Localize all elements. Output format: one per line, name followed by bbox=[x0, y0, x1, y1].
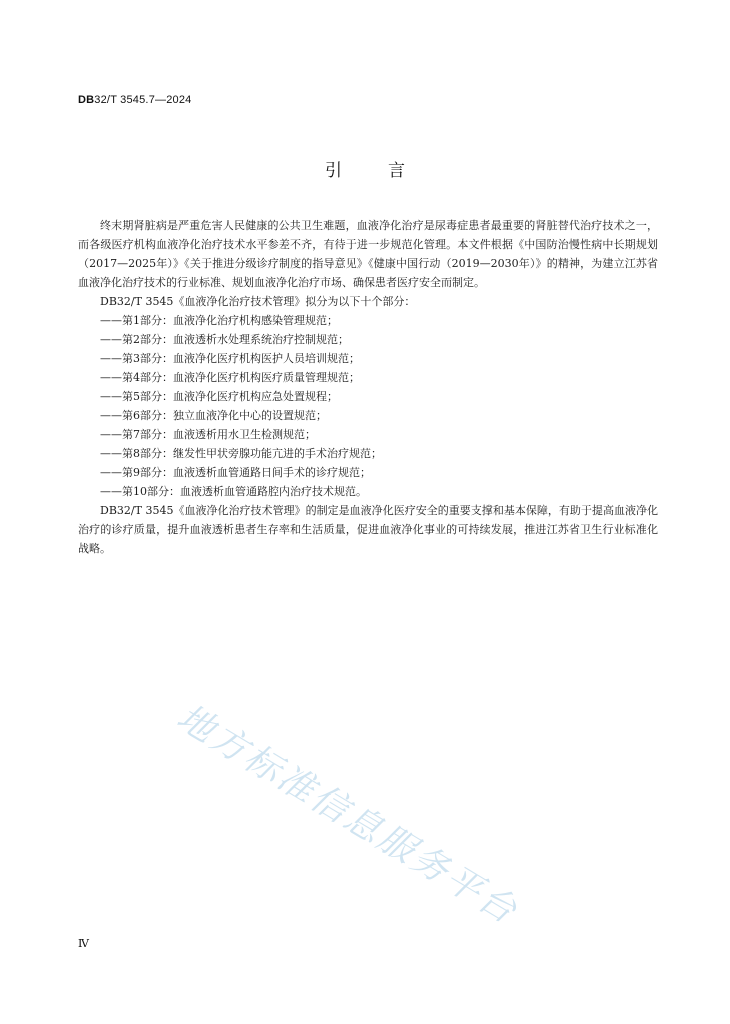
page-title: 引言 bbox=[325, 161, 451, 181]
document-code-number: 32/T 3545.7—2024 bbox=[94, 94, 192, 106]
list-item: ——第7部分：血液透析用水卫生检测规范； bbox=[100, 428, 316, 441]
page-number: Ⅳ bbox=[78, 937, 89, 950]
list-item: ——第9部分：血液透析血管通路日间手术的诊疗规范； bbox=[100, 466, 371, 479]
document-code-prefix: DB bbox=[78, 94, 95, 106]
list-item: ——第2部分：血液透析水处理系统治疗控制规范； bbox=[100, 333, 349, 346]
watermark: 地方标准信息服务平台 bbox=[169, 696, 526, 933]
list-item: ——第5部分：血液净化医疗机构应急处置规程； bbox=[100, 390, 338, 403]
intro-paragraph: 终末期肾脏病是严重危害人民健康的公共卫生难题，血液净化治疗是尿毒症患者最重要的肾脏替代治疗技术之一，而各级医疗机构血液净化治疗技术水平参差不齐，有待于进一步规范化管理。本文件根据《中国防治慢性病中长期规划（2017—2025年）》《关于推进分级诊疗制度的指导意见》《健康中国行动（2019—2030年）》的精神，为建立江苏省血液净化治疗技术的行业标准、规划血液净化治疗市场、确保患者医疗安全而制定。 bbox=[78, 219, 658, 289]
list-item: ——第4部分：血液净化医疗机构医疗质量管理规范； bbox=[100, 371, 360, 384]
list-item: ——第10部分：血液透析血管通路腔内治疗技术规范。 bbox=[100, 485, 367, 498]
parts-list bbox=[78, 311, 658, 501]
document-body bbox=[78, 216, 658, 558]
list-item: ——第8部分：继发性甲状旁腺功能亢进的手术治疗规范； bbox=[100, 447, 382, 460]
list-item: ——第1部分：血液净化治疗机构感染管理规范； bbox=[100, 314, 338, 327]
parts-intro: DB32/T 3545《血液净化治疗技术管理》拟分为以下十个部分： bbox=[100, 295, 416, 308]
closing-paragraph: DB32/T 3545《血液净化治疗技术管理》的制定是血液净化医疗安全的重要支撑和基本保障，有助于提高血液净化治疗的诊疗质量，提升血液透析患者生存率和生活质量，促进血液净化事业的可持续发展，推进江苏省卫生行业标准化战略。 bbox=[78, 504, 658, 555]
list-item: ——第6部分：独立血液净化中心的设置规范； bbox=[100, 409, 327, 422]
list-item: ——第3部分：血液净化医疗机构医护人员培训规范； bbox=[100, 352, 360, 365]
document-code bbox=[78, 94, 191, 106]
